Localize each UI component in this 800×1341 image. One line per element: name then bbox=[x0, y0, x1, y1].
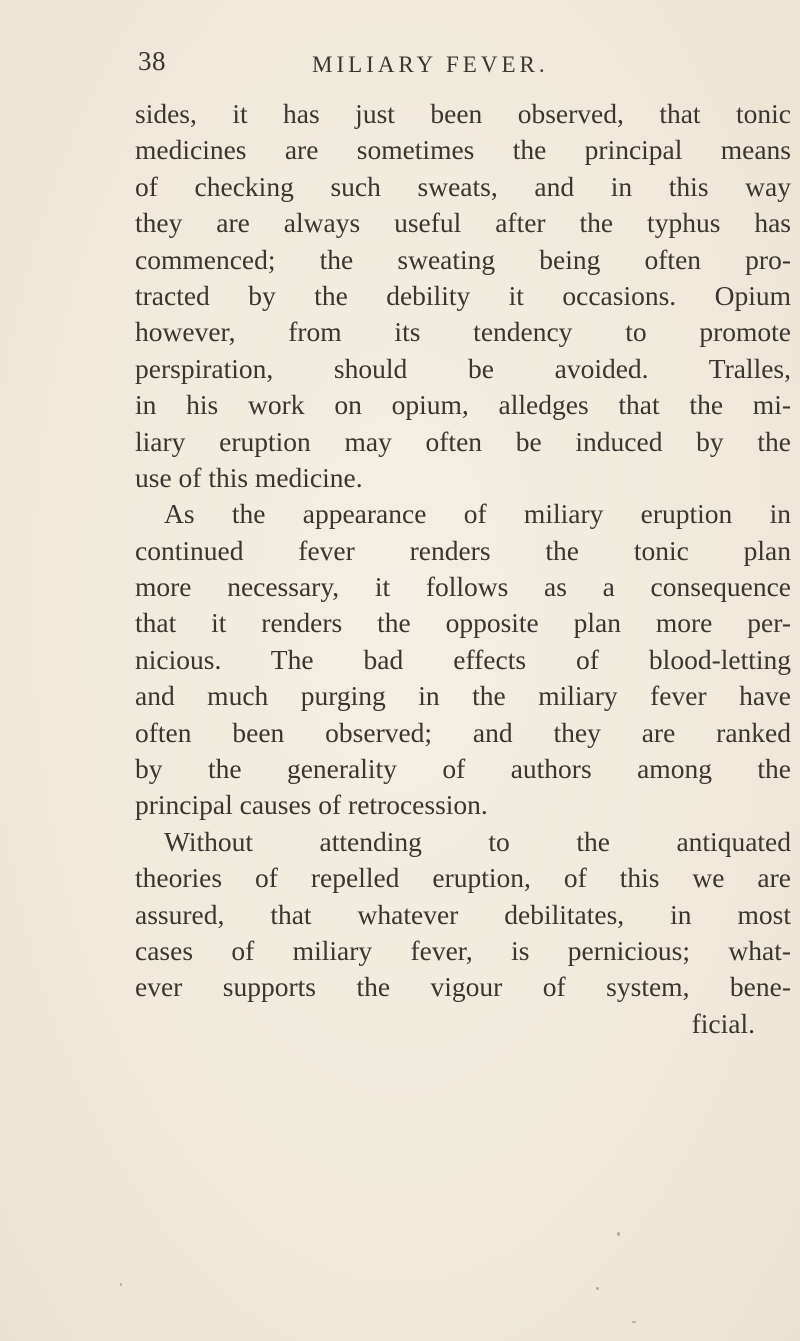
text-line: As the appearance of miliary eruption in bbox=[164, 498, 791, 530]
text-line: use of this medicine. bbox=[135, 461, 363, 493]
text-line: assured, that whatever debilitates, in most bbox=[135, 898, 791, 930]
text-line: ever supports the vigour of system, bene- bbox=[135, 971, 791, 1003]
paper-speck bbox=[120, 1283, 122, 1286]
text-line: Without attending to the antiquated bbox=[164, 825, 791, 857]
text-line: continued fever renders the tonic plan bbox=[135, 534, 791, 566]
text-line: nicious. The bad effects of blood-letting bbox=[135, 643, 791, 675]
paragraph bbox=[135, 824, 791, 1042]
paragraph bbox=[135, 496, 791, 824]
text-line: that it renders the opposite plan more per- bbox=[135, 607, 791, 639]
paragraph bbox=[135, 96, 791, 496]
text-line: by the generality of authors among the bbox=[135, 753, 791, 785]
text-line: tracted by the debility it occasions. Opium bbox=[135, 279, 791, 311]
text-line: however, from its tendency to promote bbox=[135, 316, 791, 348]
page-number: 38 bbox=[138, 46, 166, 76]
text-line: sides, it has just been observed, that tonic bbox=[135, 98, 791, 129]
text-line: in his work on opium, alledges that the mi- bbox=[135, 389, 791, 421]
text-line: cases of miliary fever, is pernicious; what- bbox=[135, 934, 791, 966]
text-line: principal causes of retrocession. bbox=[135, 789, 488, 821]
paper-speck bbox=[596, 1287, 599, 1290]
text-line: often been observed; and they are ranked bbox=[135, 716, 791, 748]
text-line: theories of repelled eruption, of this we are bbox=[135, 862, 791, 894]
body-text bbox=[135, 96, 791, 1042]
text-line: medicines are sometimes the principal means bbox=[135, 134, 791, 166]
text-line: of checking such sweats, and in this way bbox=[135, 170, 791, 202]
text-line: ficial. bbox=[691, 1007, 755, 1039]
text-line: perspiration, should be avoided. Tralles, bbox=[135, 352, 791, 384]
text-line: more necessary, it follows as a consequence bbox=[135, 571, 791, 603]
paper-speck bbox=[617, 1232, 620, 1236]
text-line: commenced; the sweating being often pro- bbox=[135, 243, 791, 275]
paper-speck bbox=[632, 1321, 636, 1323]
running-title: MILIARY FEVER. bbox=[312, 52, 549, 77]
text-line: and much purging in the miliary fever have bbox=[135, 680, 791, 712]
running-head bbox=[0, 46, 800, 86]
text-line: liary eruption may often be induced by the bbox=[135, 425, 791, 457]
text-line: they are always useful after the typhus has bbox=[135, 207, 791, 239]
